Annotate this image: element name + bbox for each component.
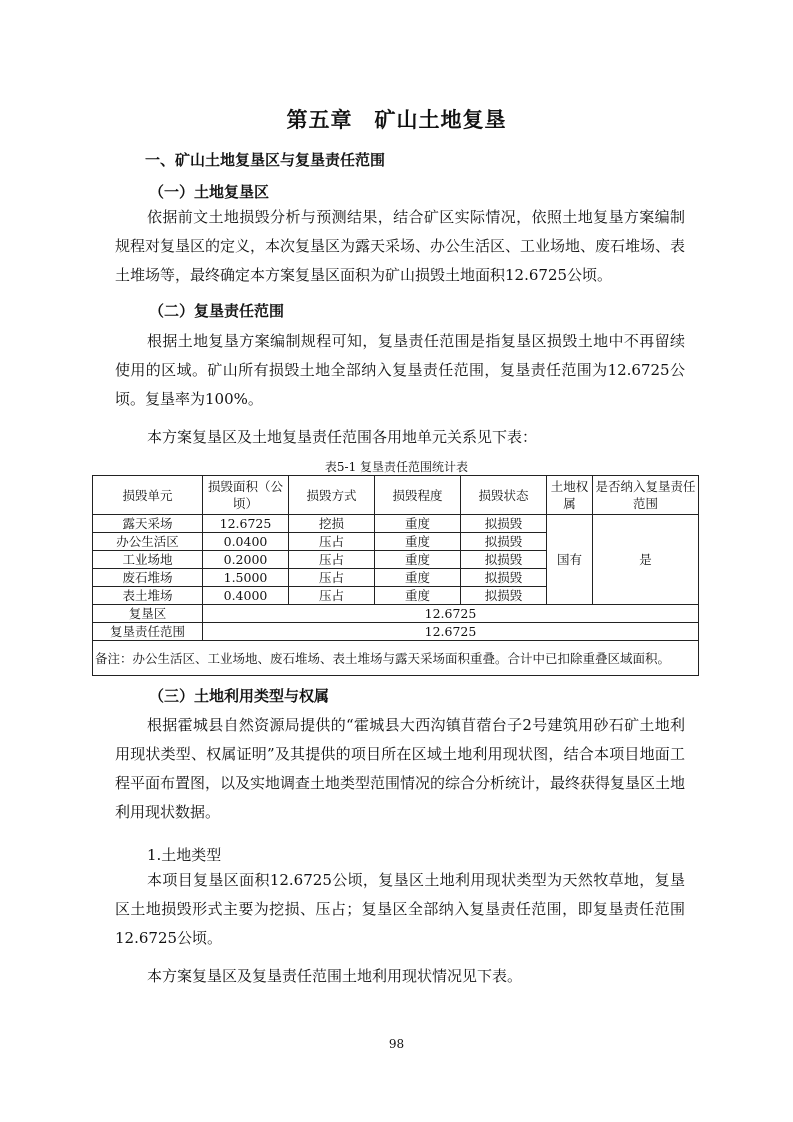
method-cell: 挖损 xyxy=(289,515,375,533)
summary-label-cell: 复垦区 xyxy=(93,605,203,623)
paragraph-land-type: 本项目复垦区面积12.6725公顷，复垦区土地利用现状类型为天然牧草地，复垦区土地损毁形式主要为挖损、压占；复垦区全部纳入复垦责任范围，即复垦责任范围12.6725公顷。 xyxy=(115,871,685,947)
degree-cell: 重度 xyxy=(375,515,461,533)
degree-cell: 重度 xyxy=(375,587,461,605)
table-intro-text: 本方案复垦区及土地复垦责任范围各用地单元关系见下表： xyxy=(147,428,538,446)
header-cell: 土地权属 xyxy=(547,476,593,515)
header-cell: 是否纳入复垦责任范围 xyxy=(593,476,699,515)
unit-cell: 办公生活区 xyxy=(93,533,203,551)
summary-label-cell: 复垦责任范围 xyxy=(93,623,203,641)
area-cell: 12.6725 xyxy=(203,515,289,533)
subsection-heading-land-use-type: （三）土地利用类型与权属 xyxy=(149,687,330,705)
status-cell: 拟损毁 xyxy=(461,587,547,605)
header-cell: 损毁方式 xyxy=(289,476,375,515)
section-heading-reclamation-area: 一、矿山土地复垦区与复垦责任范围 xyxy=(145,151,386,169)
subsection-heading-responsibility-scope: （二）复垦责任范围 xyxy=(149,302,285,320)
header-cell: 损毁程度 xyxy=(375,476,461,515)
included-cell: 是 xyxy=(593,515,699,605)
subsection-heading-reclamation-zone: （一）土地复垦区 xyxy=(149,183,270,201)
table-caption: 表5-1 复垦责任范围统计表 xyxy=(324,460,469,474)
status-cell: 拟损毁 xyxy=(461,515,547,533)
area-cell: 0.2000 xyxy=(203,551,289,569)
status-cell: 拟损毁 xyxy=(461,569,547,587)
degree-cell: 重度 xyxy=(375,569,461,587)
status-cell: 拟损毁 xyxy=(461,533,547,551)
page-number: 98 xyxy=(388,1037,405,1051)
paragraph-land-use-type: 根据霍城县自然资源局提供的“霍城县大西沟镇苜蓿台子2号建筑用砂石矿土地利用现状类型、权属证明”及其提供的项目所在区域土地利用现状图，结合本项目地面工程平面布置图，以及实地调查土地类型范围情况的综合分析统计，最终获得复垦区土地利用现状数据。 xyxy=(115,716,686,821)
unit-cell: 露天采场 xyxy=(93,515,203,533)
unit-cell: 表土堆场 xyxy=(93,587,203,605)
summary-value-cell: 12.6725 xyxy=(203,605,699,623)
paragraph-closing: 本方案复垦区及复垦责任范围土地利用现状情况见下表。 xyxy=(147,967,523,985)
paragraph-reclamation-zone: 依据前文土地损毁分析与预测结果，结合矿区实际情况，依照土地复垦方案编制规程对复垦区的定义，本次复垦区为露天采场、办公生活区、工业场地、废石堆场、表土堆场等，最终确定本方案复垦区面积为矿山损毁土地面积12.6725公顷。 xyxy=(115,208,686,284)
ownership-cell: 国有 xyxy=(547,515,593,605)
unit-cell: 废石堆场 xyxy=(93,569,203,587)
header-cell: 损毁面积（公顷） xyxy=(203,476,289,515)
status-cell: 拟损毁 xyxy=(461,551,547,569)
item-heading-land-type: 1.土地类型 xyxy=(147,846,222,864)
degree-cell: 重度 xyxy=(375,551,461,569)
header-cell: 损毁状态 xyxy=(461,476,547,515)
reclamation-scope-table xyxy=(92,475,699,676)
note-row xyxy=(93,641,699,676)
degree-cell: 重度 xyxy=(375,533,461,551)
chapter-title: 第五章 矿山土地复垦 xyxy=(286,108,507,132)
method-cell: 压占 xyxy=(289,587,375,605)
header-cell: 损毁单元 xyxy=(93,476,203,515)
summary-row xyxy=(93,623,699,641)
table-row xyxy=(93,515,699,533)
summary-row xyxy=(93,605,699,623)
unit-cell: 工业场地 xyxy=(93,551,203,569)
area-cell: 0.4000 xyxy=(203,587,289,605)
area-cell: 1.5000 xyxy=(203,569,289,587)
method-cell: 压占 xyxy=(289,569,375,587)
area-cell: 0.0400 xyxy=(203,533,289,551)
table-note: 备注：办公生活区、工业场地、废石堆场、表土堆场与露天采场面积重叠。合计中已扣除重叠区域面积。 xyxy=(93,641,699,676)
method-cell: 压占 xyxy=(289,533,375,551)
method-cell: 压占 xyxy=(289,551,375,569)
summary-value-cell: 12.6725 xyxy=(203,623,699,641)
table-header-row xyxy=(93,476,699,515)
paragraph-responsibility-scope: 根据土地复垦方案编制规程可知，复垦责任范围是指复垦区损毁土地中不再留续使用的区域。矿山所有损毁土地全部纳入复垦责任范围，复垦责任范围为12.6725公顷。复垦率为100%。 xyxy=(115,332,685,408)
